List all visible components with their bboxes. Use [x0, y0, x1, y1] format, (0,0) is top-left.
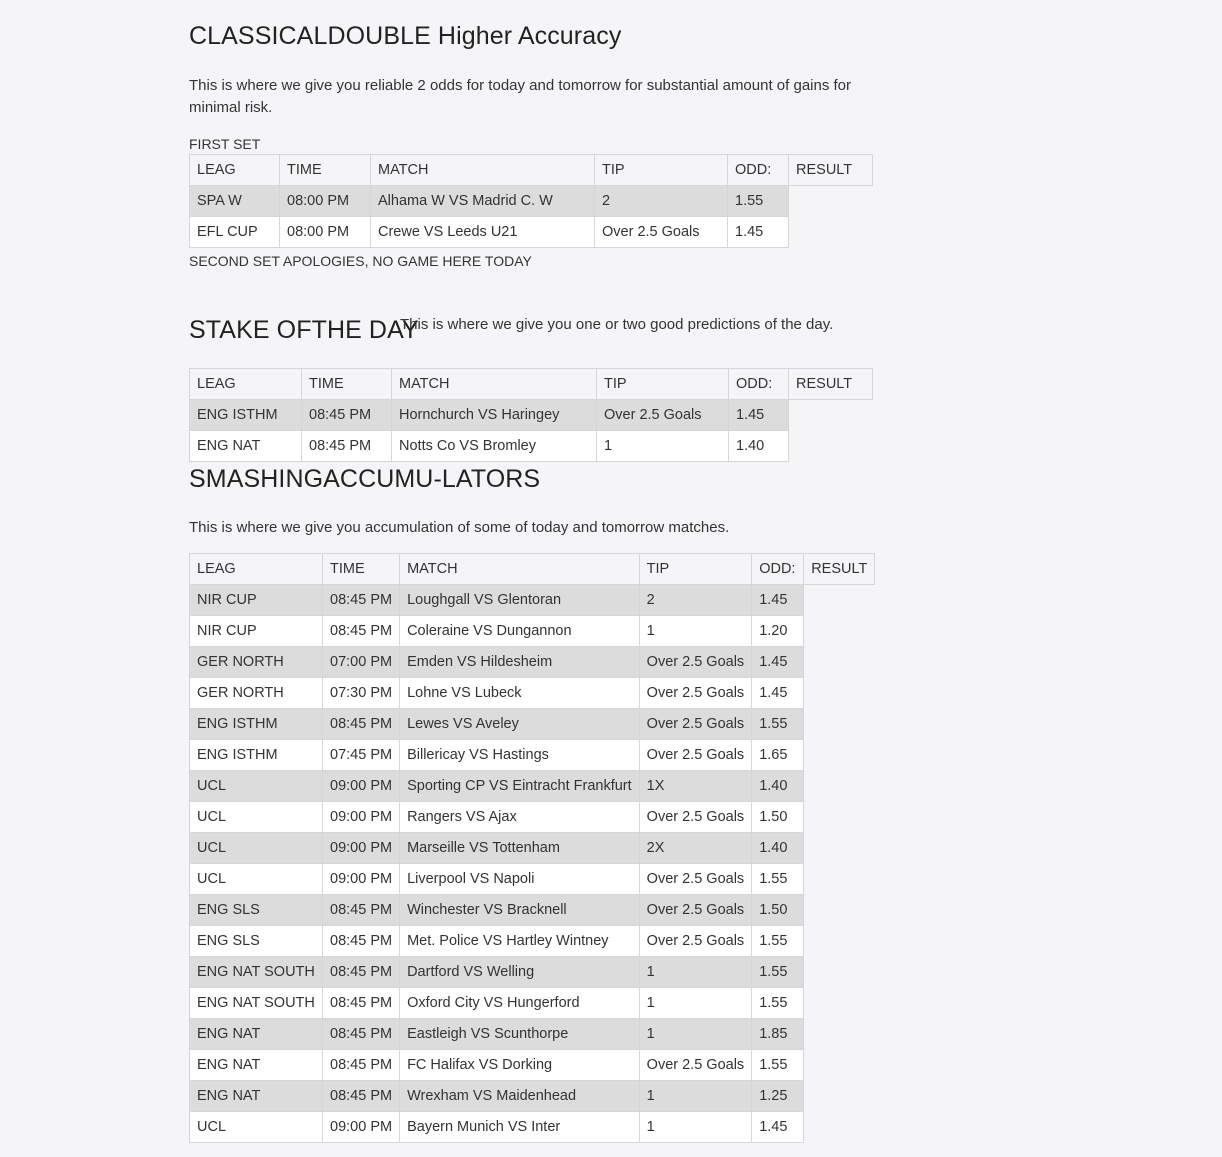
header-result: RESULT [789, 369, 873, 400]
cell-time: 07:30 PM [323, 678, 400, 709]
accumulators-table [189, 553, 875, 1143]
cell-odd: 1.45 [752, 647, 804, 678]
cell-time: 08:45 PM [323, 585, 400, 616]
table-body [190, 400, 873, 462]
header-leag: LEAG [190, 369, 302, 400]
cell-match: Met. Police VS Hartley Wintney [400, 926, 640, 957]
cell-leag: ENG ISTHM [190, 400, 302, 431]
header-odd: ODD: [752, 554, 804, 585]
cell-result [804, 833, 875, 864]
cell-match: Bayern Munich VS Inter [400, 1112, 640, 1143]
cell-tip: 2X [639, 833, 752, 864]
cell-result [804, 1019, 875, 1050]
cell-match: Coleraine VS Dungannon [400, 616, 640, 647]
cell-match: Lohne VS Lubeck [400, 678, 640, 709]
cell-leag: NIR CUP [190, 616, 323, 647]
cell-match: Liverpool VS Napoli [400, 864, 640, 895]
classical-double-description: This is where we give you reliable 2 odds for today and tomorrow for substantial amount of gains for minimal risk. [189, 77, 852, 116]
cell-time: 08:45 PM [323, 895, 400, 926]
cell-tip: 2 [595, 186, 728, 217]
header-result: RESULT [804, 554, 875, 585]
cell-result [804, 802, 875, 833]
cell-tip: Over 2.5 Goals [595, 217, 728, 248]
stake-of-the-day-description: This is where we give you one or two good predictions of the day. [400, 316, 834, 333]
cell-result [789, 431, 873, 462]
cell-odd: 1.45 [729, 400, 789, 431]
table-row [190, 709, 875, 740]
cell-tip: Over 2.5 Goals [639, 895, 752, 926]
cell-tip: 1 [639, 1019, 752, 1050]
cell-result [804, 864, 875, 895]
cell-result [804, 926, 875, 957]
cell-tip: Over 2.5 Goals [639, 647, 752, 678]
cell-time: 08:45 PM [323, 1050, 400, 1081]
header-tip: TIP [595, 155, 728, 186]
header-time: TIME [323, 554, 400, 585]
cell-result [804, 1112, 875, 1143]
cell-match: Dartford VS Welling [400, 957, 640, 988]
cell-tip: Over 2.5 Goals [639, 740, 752, 771]
cell-odd: 1.55 [752, 864, 804, 895]
cell-match: Marseille VS Tottenham [400, 833, 640, 864]
cell-leag: ENG NAT SOUTH [190, 988, 323, 1019]
accumulators-description: This is where we give you accumulation of some of today and tomorrow matches. [189, 519, 730, 536]
cell-match: Alhama W VS Madrid C. W [371, 186, 595, 217]
cell-match: Billericay VS Hastings [400, 740, 640, 771]
cell-leag: GER NORTH [190, 647, 323, 678]
cell-result [804, 771, 875, 802]
table-row [190, 895, 875, 926]
table-row [190, 1112, 875, 1143]
cell-result [804, 678, 875, 709]
cell-odd: 1.85 [752, 1019, 804, 1050]
cell-odd: 1.45 [752, 678, 804, 709]
cell-match: Sporting CP VS Eintracht Frankfurt [400, 771, 640, 802]
cell-match: FC Halifax VS Dorking [400, 1050, 640, 1081]
cell-time: 07:00 PM [323, 647, 400, 678]
table-header [190, 554, 875, 585]
cell-leag: ENG NAT [190, 1050, 323, 1081]
cell-result [804, 740, 875, 771]
cell-result [804, 957, 875, 988]
table-row [190, 1081, 875, 1112]
cell-odd: 1.55 [752, 957, 804, 988]
cell-time: 08:00 PM [280, 217, 371, 248]
cell-tip: Over 2.5 Goals [639, 802, 752, 833]
cell-time: 08:45 PM [302, 400, 392, 431]
cell-match: Hornchurch VS Haringey [392, 400, 597, 431]
header-time: TIME [302, 369, 392, 400]
table-body [190, 186, 873, 248]
cell-leag: SPA W [190, 186, 280, 217]
cell-leag: ENG NAT SOUTH [190, 957, 323, 988]
cell-tip: 1X [639, 771, 752, 802]
header-leag: LEAG [190, 554, 323, 585]
cell-odd: 1.20 [752, 616, 804, 647]
table-row [190, 678, 875, 709]
header-odd: ODD: [728, 155, 789, 186]
cell-odd: 1.25 [752, 1081, 804, 1112]
cell-tip: 1 [639, 1112, 752, 1143]
stake-of-the-day-title: STAKE OFTHE DAY [189, 316, 419, 344]
cell-odd: 1.50 [752, 802, 804, 833]
cell-odd: 1.45 [752, 1112, 804, 1143]
table-row [190, 1019, 875, 1050]
second-set-label: SECOND SET APOLOGIES, NO GAME HERE TODAY [189, 253, 532, 269]
cell-match: Notts Co VS Bromley [392, 431, 597, 462]
cell-result [789, 186, 873, 217]
cell-time: 09:00 PM [323, 833, 400, 864]
cell-odd: 1.45 [728, 217, 789, 248]
table-header [190, 155, 873, 186]
cell-odd: 1.40 [752, 771, 804, 802]
cell-odd: 1.65 [752, 740, 804, 771]
table-row [190, 833, 875, 864]
cell-time: 08:00 PM [280, 186, 371, 217]
cell-odd: 1.55 [728, 186, 789, 217]
table-row [190, 217, 873, 248]
classical-double-title: CLASSICALDOUBLE Higher Accuracy [189, 22, 622, 50]
cell-leag: ENG SLS [190, 926, 323, 957]
cell-leag: UCL [190, 864, 323, 895]
cell-tip: 1 [639, 616, 752, 647]
header-result: RESULT [789, 155, 873, 186]
cell-tip: Over 2.5 Goals [639, 926, 752, 957]
cell-result [804, 616, 875, 647]
cell-time: 08:45 PM [323, 709, 400, 740]
stake-of-the-day-table [189, 368, 873, 462]
cell-leag: UCL [190, 771, 323, 802]
header-tip: TIP [639, 554, 752, 585]
cell-leag: UCL [190, 802, 323, 833]
cell-leag: ENG NAT [190, 1019, 323, 1050]
cell-odd: 1.45 [752, 585, 804, 616]
cell-time: 08:45 PM [323, 957, 400, 988]
table-body [190, 585, 875, 1143]
cell-time: 09:00 PM [323, 771, 400, 802]
header-time: TIME [280, 155, 371, 186]
cell-tip: 1 [639, 988, 752, 1019]
header-match: MATCH [400, 554, 640, 585]
cell-leag: ENG NAT [190, 1081, 323, 1112]
header-odd: ODD: [729, 369, 789, 400]
cell-odd: 1.40 [752, 833, 804, 864]
table-row [190, 585, 875, 616]
table-row [190, 988, 875, 1019]
cell-time: 08:45 PM [323, 616, 400, 647]
cell-time: 08:45 PM [323, 926, 400, 957]
cell-result [789, 400, 873, 431]
cell-result [804, 1050, 875, 1081]
accumulators-title: SMASHINGACCUMU-LATORS [189, 465, 541, 493]
cell-tip: 1 [597, 431, 729, 462]
cell-odd: 1.55 [752, 988, 804, 1019]
cell-tip: Over 2.5 Goals [639, 864, 752, 895]
cell-result [804, 585, 875, 616]
cell-match: Eastleigh VS Scunthorpe [400, 1019, 640, 1050]
cell-odd: 1.50 [752, 895, 804, 926]
cell-leag: EFL CUP [190, 217, 280, 248]
table-row [190, 864, 875, 895]
header-match: MATCH [392, 369, 597, 400]
cell-leag: UCL [190, 1112, 323, 1143]
header-tip: TIP [597, 369, 729, 400]
cell-match: Lewes VS Aveley [400, 709, 640, 740]
header-leag: LEAG [190, 155, 280, 186]
cell-tip: 1 [639, 1081, 752, 1112]
cell-leag: NIR CUP [190, 585, 323, 616]
cell-odd: 1.55 [752, 926, 804, 957]
table-row [190, 957, 875, 988]
cell-result [804, 895, 875, 926]
table-row [190, 400, 873, 431]
cell-match: Loughgall VS Glentoran [400, 585, 640, 616]
table-row [190, 926, 875, 957]
cell-result [804, 647, 875, 678]
cell-result [789, 217, 873, 248]
cell-tip: 2 [639, 585, 752, 616]
cell-tip: Over 2.5 Goals [597, 400, 729, 431]
cell-leag: ENG ISTHM [190, 740, 323, 771]
table-row [190, 802, 875, 833]
cell-leag: GER NORTH [190, 678, 323, 709]
cell-match: Crewe VS Leeds U21 [371, 217, 595, 248]
cell-time: 07:45 PM [323, 740, 400, 771]
table-row [190, 616, 875, 647]
cell-time: 08:45 PM [323, 1081, 400, 1112]
cell-match: Winchester VS Bracknell [400, 895, 640, 926]
cell-odd: 1.55 [752, 709, 804, 740]
cell-time: 09:00 PM [323, 864, 400, 895]
cell-match: Oxford City VS Hungerford [400, 988, 640, 1019]
cell-leag: ENG ISTHM [190, 709, 323, 740]
cell-match: Emden VS Hildesheim [400, 647, 640, 678]
cell-time: 08:45 PM [323, 1019, 400, 1050]
cell-result [804, 1081, 875, 1112]
cell-leag: UCL [190, 833, 323, 864]
cell-time: 08:45 PM [323, 988, 400, 1019]
table-row [190, 771, 875, 802]
classical-double-table [189, 154, 873, 248]
cell-tip: Over 2.5 Goals [639, 1050, 752, 1081]
cell-tip: 1 [639, 957, 752, 988]
cell-odd: 1.55 [752, 1050, 804, 1081]
table-row [190, 740, 875, 771]
table-header [190, 369, 873, 400]
table-row [190, 431, 873, 462]
cell-match: Wrexham VS Maidenhead [400, 1081, 640, 1112]
cell-leag: ENG SLS [190, 895, 323, 926]
first-set-label: FIRST SET [189, 136, 261, 152]
cell-odd: 1.40 [729, 431, 789, 462]
cell-time: 09:00 PM [323, 1112, 400, 1143]
cell-result [804, 709, 875, 740]
header-match: MATCH [371, 155, 595, 186]
cell-tip: Over 2.5 Goals [639, 678, 752, 709]
cell-time: 08:45 PM [302, 431, 392, 462]
cell-result [804, 988, 875, 1019]
table-row [190, 647, 875, 678]
table-row [190, 1050, 875, 1081]
cell-time: 09:00 PM [323, 802, 400, 833]
table-row [190, 186, 873, 217]
cell-match: Rangers VS Ajax [400, 802, 640, 833]
cell-leag: ENG NAT [190, 431, 302, 462]
cell-tip: Over 2.5 Goals [639, 709, 752, 740]
